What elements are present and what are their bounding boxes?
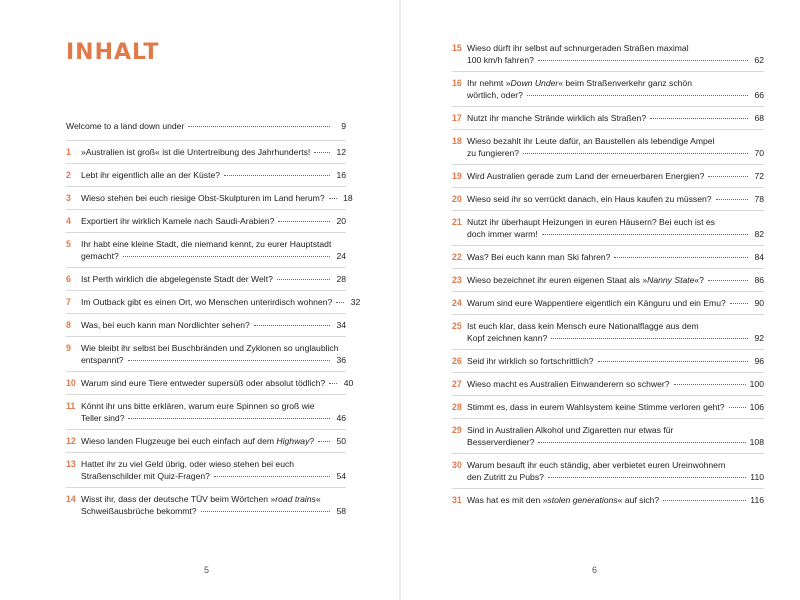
chapter-title — [467, 297, 764, 309]
chapter-title — [467, 459, 764, 483]
page-ref: 106 — [749, 402, 764, 412]
chapter-title-line: Warum besauft ihr euch ständig, aber verbietet euren Ureinwohnern — [467, 460, 726, 470]
toc-entry — [66, 493, 346, 517]
chapter-title — [81, 493, 346, 517]
leader-dots — [598, 361, 748, 362]
page-number-left: 5 — [204, 565, 210, 575]
chapter-number: 16 — [452, 78, 462, 88]
chapter-title — [467, 216, 764, 240]
chapter-number: 13 — [66, 459, 76, 469]
toc-entry — [66, 400, 346, 424]
chapter-title-line: Ist euch klar, dass kein Mensch eure Nationalflagge aus dem — [467, 321, 699, 331]
chapter-title-line: Besserverdiener? — [467, 437, 535, 447]
leader-dots — [542, 234, 748, 235]
chapter-title — [467, 193, 764, 205]
chapter-number: 28 — [452, 402, 462, 412]
chapter-title-line: Wisst ihr, dass der deutsche TÜV beim Wörtchen »road trains« — [81, 494, 321, 504]
chapter-title-line: »Australien ist groß« ist die Untertreibung des Jahrhunderts! — [81, 147, 311, 157]
leader-dots — [548, 477, 746, 478]
chapter-title-line: Wird Australien gerade zum Land der erneuerbaren Energien? — [467, 171, 705, 181]
toc-entry — [66, 435, 346, 447]
toc-entry — [452, 274, 764, 286]
toc-entry — [452, 401, 764, 413]
leader-dots — [538, 442, 745, 443]
page-ref: 50 — [336, 436, 346, 446]
leader-dots — [329, 198, 337, 199]
chapter-title-line: Wieso bezeichnet ihr euren eigenen Staat als »Nanny State«? — [467, 275, 704, 285]
chapter-title-line: Schweißausbrüche bekommt? — [81, 506, 197, 516]
page-ref: 86 — [754, 275, 764, 285]
toc-entry — [66, 192, 353, 204]
toc-entry — [452, 170, 764, 182]
page-ref: 90 — [754, 298, 764, 308]
entry-separator — [452, 395, 764, 396]
chapter-title — [81, 342, 346, 366]
chapter-number: 8 — [66, 320, 71, 330]
entry-separator — [452, 453, 764, 454]
entry-separator — [452, 314, 764, 315]
toc-entry — [452, 135, 764, 159]
page-ref: 62 — [754, 55, 764, 65]
toc-entry — [452, 424, 764, 448]
chapter-title — [467, 378, 764, 390]
chapter-title-line: Teller sind? — [81, 413, 125, 423]
chapter-number: 9 — [66, 343, 71, 353]
entry-separator — [66, 232, 346, 233]
entry-separator — [452, 418, 764, 419]
toc-entry — [452, 216, 764, 240]
entry-separator — [66, 371, 346, 372]
page-ref: 34 — [336, 320, 346, 330]
page-ref: 40 — [343, 378, 354, 388]
chapter-title — [81, 458, 346, 482]
leader-dots — [318, 441, 330, 442]
chapter-title-line: 100 km/h fahren? — [467, 55, 534, 65]
leader-dots — [128, 418, 330, 419]
page-ref: 78 — [754, 194, 764, 204]
chapter-title-line: Kopf zeichnen kann? — [467, 333, 548, 343]
toc-entry — [452, 355, 764, 367]
chapter-title — [81, 192, 353, 204]
page-ref: 100 — [749, 379, 764, 389]
toc-entry — [452, 42, 764, 66]
chapter-title-line: Ihr habt eine kleine Stadt, die niemand kennt, zu eurer Hauptstadt — [81, 239, 332, 249]
page-ref: 16 — [336, 170, 346, 180]
chapter-title — [467, 251, 764, 263]
leader-dots — [277, 279, 330, 280]
entry-separator — [452, 268, 764, 269]
page-ref: 46 — [336, 413, 346, 423]
chapter-title-line: Hattet ihr zu viel Geld übrig, oder wieso stehen bei euch — [81, 459, 295, 469]
chapter-title-line: Im Outback gibt es einen Ort, wo Menschen unterirdisch wohnen? — [81, 297, 333, 307]
chapter-title — [81, 146, 346, 158]
chapter-title-line: gemacht? — [81, 251, 119, 261]
chapter-number: 25 — [452, 321, 462, 331]
leader-dots — [201, 511, 330, 512]
entry-separator — [452, 488, 764, 489]
leader-dots — [123, 256, 330, 257]
leader-dots — [716, 199, 748, 200]
leader-dots — [729, 407, 746, 408]
toc-entry — [66, 273, 346, 285]
toc-intro-entry — [66, 120, 346, 132]
chapter-number: 11 — [66, 401, 76, 411]
chapter-number: 4 — [66, 216, 71, 226]
page-ref: 68 — [754, 113, 764, 123]
leader-dots — [214, 476, 330, 477]
toc-entry — [452, 112, 764, 124]
chapter-number: 23 — [452, 275, 462, 285]
chapter-title — [467, 135, 764, 159]
entry-separator — [452, 71, 764, 72]
page-ref: 110 — [750, 472, 764, 482]
chapter-title-line: Wie bleibt ihr selbst bei Buschbränden und Zyklonen so unglaublich — [81, 343, 339, 353]
chapter-number: 15 — [452, 43, 462, 53]
chapter-number: 2 — [66, 170, 71, 180]
page-ref: 92 — [754, 333, 764, 343]
chapter-title-line: Warum sind eure Tiere entweder supersüß oder absolut tödlich? — [81, 378, 326, 388]
chapter-title-line: doch immer warm! — [467, 229, 538, 239]
chapter-title — [467, 320, 764, 344]
page-number-right: 6 — [592, 565, 598, 575]
page-ref: 70 — [754, 148, 764, 158]
page-ref: 116 — [750, 495, 764, 505]
chapter-title — [81, 215, 346, 227]
leader-dots — [650, 118, 748, 119]
entry-separator — [452, 106, 764, 107]
page-ref: 20 — [336, 216, 346, 226]
chapter-title-line: Könnt ihr uns bitte erklären, warum eure Spinnen so groß wie — [81, 401, 315, 411]
entry-separator — [66, 394, 346, 395]
chapter-title — [467, 112, 764, 124]
chapter-title-line: Straßenschilder mit Quiz-Fragen? — [81, 471, 210, 481]
chapter-title — [81, 400, 346, 424]
leader-dots — [674, 384, 746, 385]
chapter-title — [81, 435, 346, 447]
chapter-title-line: Exportiert ihr wirklich Kamele nach Saudi-Arabien? — [81, 216, 275, 226]
entry-separator — [452, 164, 764, 165]
chapter-title — [467, 42, 764, 66]
chapter-title-line: Welcome to a land down under — [66, 121, 185, 131]
chapter-number: 30 — [452, 460, 462, 470]
chapter-title-line: zu fungieren? — [467, 148, 520, 158]
entry-separator — [66, 140, 346, 141]
leader-dots — [708, 280, 748, 281]
chapter-number: 29 — [452, 425, 462, 435]
chapter-title — [81, 319, 346, 331]
chapter-title — [81, 169, 346, 181]
chapter-title — [81, 238, 346, 262]
toc-entry — [452, 193, 764, 205]
chapter-title-line: wörtlich, oder? — [467, 90, 523, 100]
chapter-title — [467, 274, 764, 286]
leader-dots — [551, 338, 748, 339]
chapter-title-line: Nutzt ihr überhaupt Heizungen in euren Häusern? Bei euch ist es — [467, 217, 715, 227]
leader-dots — [523, 153, 748, 154]
chapter-title-line: Wieso dürft ihr selbst auf schnurgeraden Straßen maximal — [467, 43, 689, 53]
chapter-title — [66, 120, 346, 132]
page-ref: 84 — [754, 252, 764, 262]
toc-entry — [66, 458, 346, 482]
chapter-title-line: Was, bei euch kann man Nordlichter sehen? — [81, 320, 250, 330]
chapter-number: 22 — [452, 252, 462, 262]
chapter-title — [467, 77, 764, 101]
chapter-number: 19 — [452, 171, 462, 181]
toc-entry — [452, 378, 764, 390]
chapter-title-line: entspannt? — [81, 355, 124, 365]
leader-dots — [538, 60, 748, 61]
entry-separator — [66, 452, 346, 453]
toc-entry — [452, 77, 764, 101]
chapter-title-line: Wieso bezahlt ihr Leute dafür, an Baustellen als lebendige Ampel — [467, 136, 715, 146]
chapter-number: 1 — [66, 147, 71, 157]
toc-entry — [66, 296, 361, 308]
chapter-title — [467, 355, 764, 367]
right-page — [400, 0, 800, 600]
leader-dots — [614, 257, 748, 258]
chapter-title-line: Warum sind eure Wappentiere eigentlich ein Känguru und ein Emu? — [467, 298, 726, 308]
page-ref: 72 — [754, 171, 764, 181]
chapter-number: 6 — [66, 274, 71, 284]
chapter-number: 31 — [452, 495, 462, 505]
toc-entry — [66, 146, 346, 158]
entry-separator — [452, 372, 764, 373]
chapter-title-line: Sind in Australien Alkohol und Zigaretten nur etwas für — [467, 425, 674, 435]
chapter-number: 27 — [452, 379, 462, 389]
page-ref: 18 — [343, 193, 353, 203]
chapter-title-line: Stimmt es, dass in eurem Wahlsystem keine Stimme verloren geht? — [467, 402, 725, 412]
toc-entry — [452, 459, 764, 483]
toc-entry — [66, 215, 346, 227]
chapter-title — [467, 170, 764, 182]
leader-dots — [278, 221, 330, 222]
chapter-number: 12 — [66, 436, 76, 446]
chapter-title — [467, 494, 764, 506]
page-ref: 82 — [754, 229, 764, 239]
entry-separator — [452, 291, 764, 292]
toc-list-left — [66, 120, 361, 517]
chapter-title-line: Wieso stehen bei euch riesige Obst-Skulpturen im Land herum? — [81, 193, 325, 203]
toc-entry — [452, 297, 764, 309]
page-ref: 32 — [350, 297, 361, 307]
entry-separator — [66, 429, 346, 430]
toc-list-right — [452, 42, 764, 506]
page-ref: 28 — [336, 274, 346, 284]
entry-separator — [452, 210, 764, 211]
chapter-number: 10 — [66, 378, 76, 388]
page-ref: 24 — [336, 251, 346, 261]
chapter-title-line: Nutzt ihr manche Strände wirklich als Straßen? — [467, 113, 647, 123]
chapter-title-line: Was hat es mit den »stolen generations« auf sich? — [467, 495, 660, 505]
leader-dots — [329, 383, 337, 384]
chapter-number: 26 — [452, 356, 462, 366]
chapter-title-line: Was? Bei euch kann man Ski fahren? — [467, 252, 611, 262]
page-ref: 58 — [336, 506, 346, 516]
entry-separator — [66, 313, 346, 314]
toc-entry — [66, 377, 354, 389]
entry-separator — [66, 290, 346, 291]
entry-separator — [66, 267, 346, 268]
leader-dots — [128, 360, 330, 361]
page-ref: 96 — [754, 356, 764, 366]
entry-separator — [452, 349, 764, 350]
entry-separator — [452, 187, 764, 188]
chapter-number: 21 — [452, 217, 462, 227]
chapter-number: 5 — [66, 239, 71, 249]
leader-dots — [254, 325, 330, 326]
toc-entry — [66, 238, 346, 262]
toc-entry — [66, 342, 346, 366]
chapter-title — [467, 424, 764, 448]
toc-entry — [66, 169, 346, 181]
page-ref: 66 — [754, 90, 764, 100]
page-ref: 9 — [341, 121, 346, 131]
chapter-number: 3 — [66, 193, 71, 203]
entry-separator — [452, 129, 764, 130]
chapter-number: 24 — [452, 298, 462, 308]
toc-title: INHALT — [66, 40, 160, 65]
chapter-title-line: Wieso seid ihr so verrückt danach, ein Haus kaufen zu müssen? — [467, 194, 712, 204]
chapter-title-line: Ist Perth wirklich die abgelegenste Stadt der Welt? — [81, 274, 273, 284]
chapter-number: 20 — [452, 194, 462, 204]
toc-entry — [452, 251, 764, 263]
chapter-number: 17 — [452, 113, 462, 123]
chapter-title-line: Ihr nehmt »Down Under« beim Straßenverkehr ganz schön — [467, 78, 692, 88]
chapter-title — [81, 377, 354, 389]
toc-entry — [66, 319, 346, 331]
chapter-number: 18 — [452, 136, 462, 146]
chapter-title-line: Wieso macht es Australien Einwanderern so schwer? — [467, 379, 670, 389]
chapter-title-line: Wieso landen Flugzeuge bei euch einfach auf dem Highway? — [81, 436, 315, 446]
page-ref: 12 — [336, 147, 346, 157]
chapter-title-line: Seid ihr wirklich so fortschrittlich? — [467, 356, 594, 366]
entry-separator — [66, 336, 346, 337]
chapter-title-line: Lebt ihr eigentlich alle an der Küste? — [81, 170, 221, 180]
leader-dots — [730, 303, 748, 304]
page-ref: 36 — [336, 355, 346, 365]
entry-separator — [66, 186, 346, 187]
page-ref: 54 — [336, 471, 346, 481]
chapter-title — [467, 401, 764, 413]
leader-dots — [663, 500, 746, 501]
chapter-number: 7 — [66, 297, 71, 307]
entry-separator — [66, 163, 346, 164]
leader-dots — [314, 152, 330, 153]
chapter-title — [81, 296, 361, 308]
leader-dots — [708, 176, 748, 177]
chapter-number: 14 — [66, 494, 76, 504]
entry-separator — [66, 209, 346, 210]
chapter-title-line: den Zutritt zu Pubs? — [467, 472, 544, 482]
leader-dots — [188, 126, 330, 127]
toc-entry — [452, 494, 764, 506]
entry-separator — [452, 245, 764, 246]
page-ref: 108 — [749, 437, 764, 447]
leader-dots — [336, 302, 344, 303]
toc-entry — [452, 320, 764, 344]
chapter-title — [81, 273, 346, 285]
leader-dots — [527, 95, 748, 96]
entry-separator — [66, 487, 346, 488]
leader-dots — [224, 175, 330, 176]
